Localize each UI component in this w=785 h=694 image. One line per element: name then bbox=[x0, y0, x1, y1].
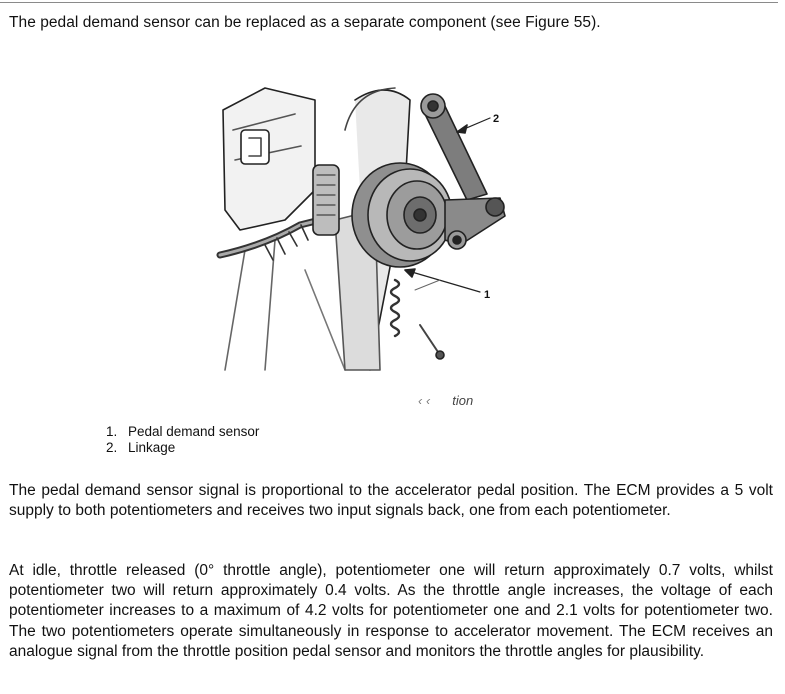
legend-label: Linkage bbox=[128, 440, 176, 455]
legend-label: Pedal demand sensor bbox=[128, 424, 260, 439]
callout-1-label: 1 bbox=[484, 289, 491, 301]
caption-fragment-a: ‹ ‹ bbox=[418, 393, 431, 408]
top-divider bbox=[0, 2, 778, 3]
paragraph-signal-description: The pedal demand sensor signal is proportional to the accelerator pedal position. The ECM provides a 5 volt supply to both potentiometers and receives two input signals back, one from each potentiometer. bbox=[9, 482, 773, 520]
caption-fragment-b: tion bbox=[452, 393, 474, 408]
callout-2-label: 2 bbox=[493, 113, 500, 125]
legend-number: 1. bbox=[106, 424, 118, 439]
intro-sentence: The pedal demand sensor can be replaced as a separate component (see Figure 55). bbox=[9, 14, 601, 31]
pedal-sensor-illustration bbox=[205, 70, 525, 380]
legend-number: 2. bbox=[106, 440, 118, 455]
figure-caption bbox=[418, 393, 473, 408]
legend-item bbox=[106, 424, 259, 440]
legend-item bbox=[106, 440, 259, 456]
figure-legend bbox=[106, 424, 259, 456]
paragraph-idle-voltages: At idle, throttle released (0° throttle angle), potentiometer one will return approximately 0.7 volts, whilst potentiometer two will return approximately 0.4 volts. As the throttle angle increases, the voltage of each potentiometer increases to a maximum of 4.2 volts for potentiometer one and 2.1 volts for potentiometer two. The two potentiometers operate simultaneously in response to accelerator movement. The ECM receives an analogue signal from the throttle position pedal sensor and monitors the throttle angles for plausibility. bbox=[9, 562, 773, 660]
